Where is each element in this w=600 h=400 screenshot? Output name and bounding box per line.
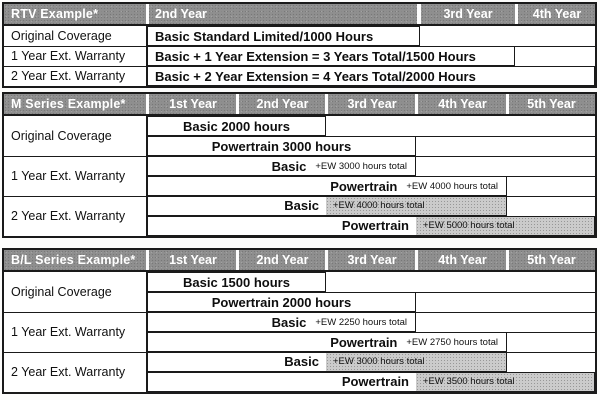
header-separator: [146, 94, 149, 114]
coverage-bar-text: Powertrain 3000 hours: [211, 138, 352, 154]
coverage-bar-text: Basic + 2 Year Extension = 4 Years Total/2000 Hours: [155, 68, 476, 84]
coverage-bar-text: Powertrain: [330, 334, 398, 350]
table-title: RTV Example*: [11, 7, 99, 21]
header-separator: [236, 250, 239, 270]
m-series-table-body: [4, 116, 595, 236]
coverage-bar-basic-1yr: [147, 312, 416, 332]
header-separator: [146, 250, 149, 270]
m-series-header-row: [4, 94, 595, 116]
coverage-bar-basic: [147, 116, 326, 136]
coverage-bar-text: Basic 1500 hours: [183, 274, 290, 290]
header-separator: [515, 4, 518, 24]
extended-warranty-note: +EW 5000 hours total: [423, 220, 515, 231]
header-separator: [236, 94, 239, 114]
coverage-bar-text: Powertrain: [341, 374, 409, 389]
coverage-bar-powertrain-2yr: [147, 372, 595, 392]
row-label-1-year-ext: 1 Year Ext. Warranty: [4, 46, 147, 66]
row-label-original-coverage: Original Coverage: [4, 26, 147, 46]
coverage-bar-text: Basic: [284, 198, 319, 213]
year-header-1st: 1st Year: [169, 253, 217, 267]
year-header-3rd: 3rd Year: [443, 7, 493, 21]
coverage-bar-1yr-ext: [147, 46, 515, 66]
bl-series-header-row: [4, 250, 595, 272]
extended-warranty-note: +EW 3000 hours total: [315, 160, 407, 172]
coverage-bar-basic: [147, 272, 326, 292]
year-header-2nd: 2nd Year: [155, 7, 207, 21]
table-m-series-example: [2, 92, 597, 238]
coverage-bar-powertrain-2yr: [147, 216, 595, 236]
coverage-bar-text: Powertrain 2000 hours: [211, 294, 352, 310]
year-header-4th: 4th Year: [532, 7, 582, 21]
rtv-header-row: [4, 4, 595, 26]
coverage-bar-text: Powertrain: [341, 218, 409, 233]
extended-warranty-note: +EW 4000 hours total: [406, 180, 498, 192]
extended-warranty-note: +EW 2250 hours total: [315, 316, 407, 328]
row-label-2-year-ext: 2 Year Ext. Warranty: [4, 352, 147, 392]
header-separator: [325, 250, 328, 270]
year-header-5th: 5th Year: [527, 97, 576, 111]
coverage-bar-text: Basic + 1 Year Extension = 3 Years Total/1500 Hours: [155, 48, 476, 64]
year-header-2nd: 2nd Year: [256, 253, 309, 267]
table-title: M Series Example*: [11, 97, 126, 111]
header-separator: [417, 4, 421, 24]
coverage-bar-original: [147, 26, 420, 46]
header-separator: [415, 94, 418, 114]
year-header-1st: 1st Year: [169, 97, 217, 111]
extended-warranty-note: +EW 2750 hours total: [406, 336, 498, 348]
row-label-1-year-ext: 1 Year Ext. Warranty: [4, 312, 147, 352]
table-bl-series-example: [2, 248, 597, 394]
bl-series-table-body: [4, 272, 595, 392]
year-header-5th: 5th Year: [527, 253, 576, 267]
year-header-4th: 4th Year: [438, 97, 487, 111]
coverage-bar-powertrain-1yr: [147, 176, 507, 196]
table-title: B/L Series Example*: [11, 253, 136, 267]
year-header-3rd: 3rd Year: [347, 97, 397, 111]
year-header-3rd: 3rd Year: [347, 253, 397, 267]
coverage-bar-basic-2yr: [147, 352, 507, 372]
header-separator: [506, 94, 509, 114]
row-label-1-year-ext: 1 Year Ext. Warranty: [4, 156, 147, 196]
coverage-bar-powertrain: [147, 292, 416, 312]
row-label-2-year-ext: 2 Year Ext. Warranty: [4, 196, 147, 236]
coverage-bar-text: Basic 2000 hours: [183, 118, 290, 134]
coverage-bar-basic-2yr: [147, 196, 507, 216]
extended-warranty-note: +EW 4000 hours total: [333, 200, 425, 211]
year-header-2nd: 2nd Year: [256, 97, 309, 111]
coverage-bar-basic-1yr: [147, 156, 416, 176]
extended-warranty-note: +EW 3000 hours total: [333, 356, 425, 367]
row-label-original-coverage: Original Coverage: [4, 272, 147, 312]
rtv-table-body: [4, 26, 595, 86]
coverage-bar-text: Basic Standard Limited/1000 Hours: [155, 28, 374, 44]
coverage-bar-powertrain-1yr: [147, 332, 507, 352]
row-label-original-coverage: Original Coverage: [4, 116, 147, 156]
coverage-bar-text: Powertrain: [330, 178, 398, 194]
coverage-bar-text: Basic: [271, 314, 307, 330]
header-separator: [506, 250, 509, 270]
coverage-bar-text: Basic: [271, 158, 307, 174]
extended-warranty-note: +EW 3500 hours total: [423, 376, 515, 387]
header-separator: [146, 4, 149, 24]
row-label-2-year-ext: 2 Year Ext. Warranty: [4, 66, 147, 86]
coverage-bar-powertrain: [147, 136, 416, 156]
coverage-bar-2yr-ext: [147, 66, 595, 86]
header-separator: [325, 94, 328, 114]
coverage-bar-text: Basic: [284, 354, 319, 369]
table-rtv-example: [2, 2, 597, 88]
header-separator: [415, 250, 418, 270]
year-header-4th: 4th Year: [438, 253, 487, 267]
